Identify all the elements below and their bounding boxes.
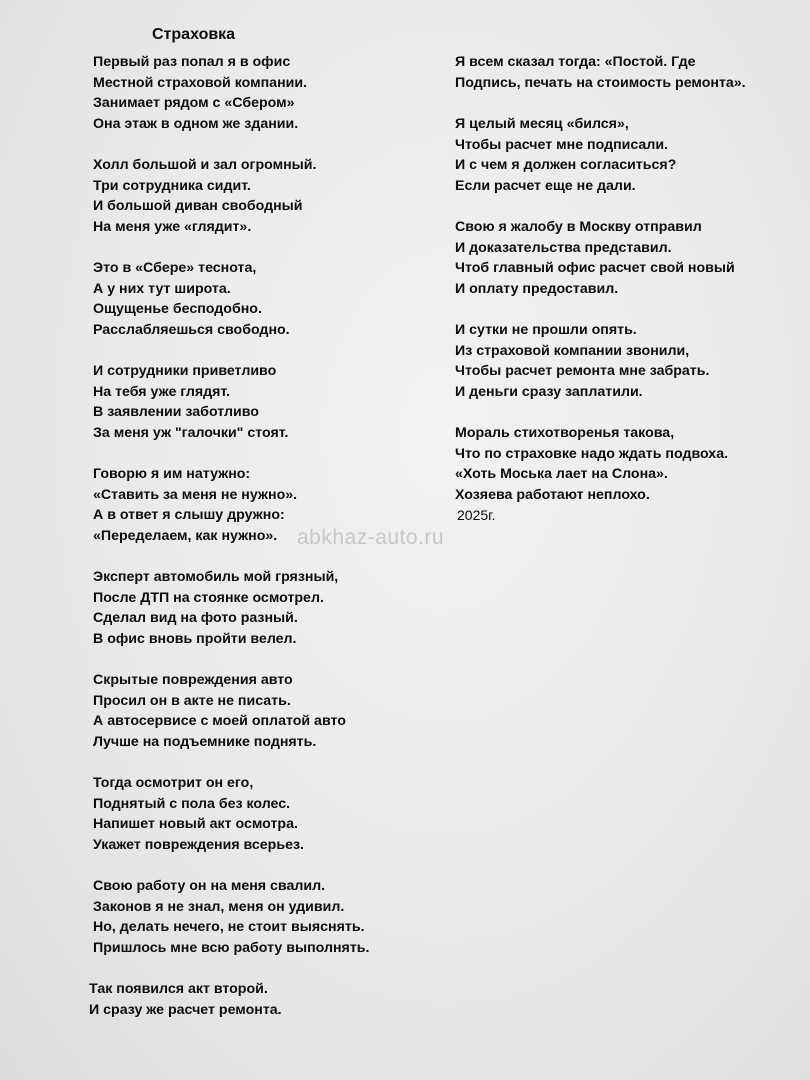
stanza [93, 876, 423, 958]
poem-line: Эксперт автомобиль мой грязный, [93, 569, 339, 585]
poem-line: Если расчет еще не дали. [455, 177, 636, 194]
stanza [455, 52, 795, 93]
poem-line: И доказательства представил. [455, 239, 672, 256]
poem-line: Первый раз попал я в офис [93, 54, 291, 70]
poem-line: И деньги сразу заплатили. [455, 383, 643, 400]
poem-line: Что по страховке надо ждать подвоха. [455, 445, 729, 462]
poem-line: Местной страховой компании. [93, 74, 308, 91]
poem-line: И сотрудники приветливо [93, 363, 277, 379]
poem-line: Чтобы расчет ремонта мне забрать. [455, 363, 710, 379]
poem-line: После ДТП на стоянке осмотрел. [93, 589, 324, 606]
poem-line: Холл большой и зал огромный. [93, 157, 317, 173]
poem-line: Поднятый с пола без колес. [93, 795, 291, 812]
poem-line: Из страховой компании звонили, [455, 342, 690, 359]
poem-title: Страховка [152, 26, 236, 43]
poem-line: Ощущенье бесподобно. [93, 301, 262, 317]
stanza [89, 979, 423, 1020]
poem-line: А автосервисе с моей оплатой авто [93, 713, 346, 729]
poem-line: Пришлось мне всю работу выполнять. [93, 939, 370, 956]
poem-line: Свою я жалобу в Москву отправил [455, 219, 702, 235]
poem-line: Скрытые повреждения авто [93, 672, 293, 688]
stanza [455, 217, 795, 299]
poem-line: И с чем я должен согласиться? [455, 157, 677, 173]
poem-line: А в ответ я слышу дружно: [93, 507, 285, 523]
poem-line: Так появился акт второй. [89, 981, 268, 997]
poem-line: Свою работу он на меня свалил. [93, 878, 326, 894]
poem-line: «Ставить за меня не нужно». [93, 486, 298, 503]
poem-line: В заявлении заботливо [93, 404, 259, 420]
poem-line: Тогда осмотрит он его, [93, 775, 254, 791]
watermark: abkhaz-auto.ru [297, 526, 445, 549]
poem-line: На тебя уже глядят. [93, 383, 231, 400]
poem-line: На меня уже «глядит». [93, 218, 252, 235]
poem-line: Говорю я им натужно: [93, 466, 251, 482]
poem-line: Чтоб главный офис расчет свой новый [455, 260, 735, 276]
poem-line: Три сотрудника сидит. [93, 177, 251, 194]
poem-line: Мораль стихотворенья такова, [455, 425, 675, 441]
stanza [93, 258, 423, 340]
poem-line: «Хоть Моська лает на Слона». [455, 466, 668, 482]
poem-line: Подпись, печать на стоимость ремонта». [455, 74, 746, 91]
poem-line: Просил он в акте не писать. [93, 692, 291, 709]
poem-line: Я всем сказал тогда: «Постой. Где [455, 54, 696, 70]
stanza [455, 423, 795, 525]
poem-line: В офис вновь пройти велел. [93, 630, 297, 647]
stanza [455, 114, 795, 196]
poem-line: И сразу же расчет ремонта. [89, 1001, 282, 1018]
stanza [93, 567, 423, 649]
poem-line: И большой диван свободный [93, 198, 303, 214]
stanza [93, 670, 423, 752]
poem-line: Хозяева работают неплохо. [455, 486, 650, 503]
poem-line: И оплату предоставил. [455, 280, 619, 297]
right-column [455, 52, 795, 546]
poem-line: Занимает рядом с «Сбером» [93, 95, 295, 111]
stanza [455, 320, 795, 402]
poem-line: Сделал вид на фото разный. [93, 610, 298, 626]
poem-line: Законов я не знал, меня он удивил. [93, 898, 345, 915]
stanza [93, 155, 423, 237]
poem-line: Лучше на подъемнике поднять. [93, 733, 317, 750]
poem-line: И сутки не прошли опять. [455, 322, 637, 338]
year-label: 2025г. [457, 507, 496, 523]
poem-line: Я целый месяц «бился», [455, 116, 629, 132]
poem-line: Но, делать нечего, не стоит выяснять. [93, 919, 365, 935]
stanza [93, 361, 423, 443]
poem-line: «Переделаем, как нужно». [93, 527, 278, 544]
poem-line: Чтобы расчет мне подписали. [455, 136, 668, 153]
stanza [93, 773, 423, 855]
poem-line: Напишет новый акт осмотра. [93, 816, 298, 832]
poem-line: Расслабляешься свободно. [93, 321, 290, 338]
poem-line: За меня уж "галочки" стоят. [93, 424, 289, 441]
poem-line: Она этаж в одном же здании. [93, 115, 299, 132]
stanza [93, 52, 423, 134]
poem-line: Укажет повреждения всерьез. [93, 836, 304, 853]
poem-line: Это в «Сбере» теснота, [93, 260, 257, 276]
poem-line: А у них тут широта. [93, 280, 231, 297]
